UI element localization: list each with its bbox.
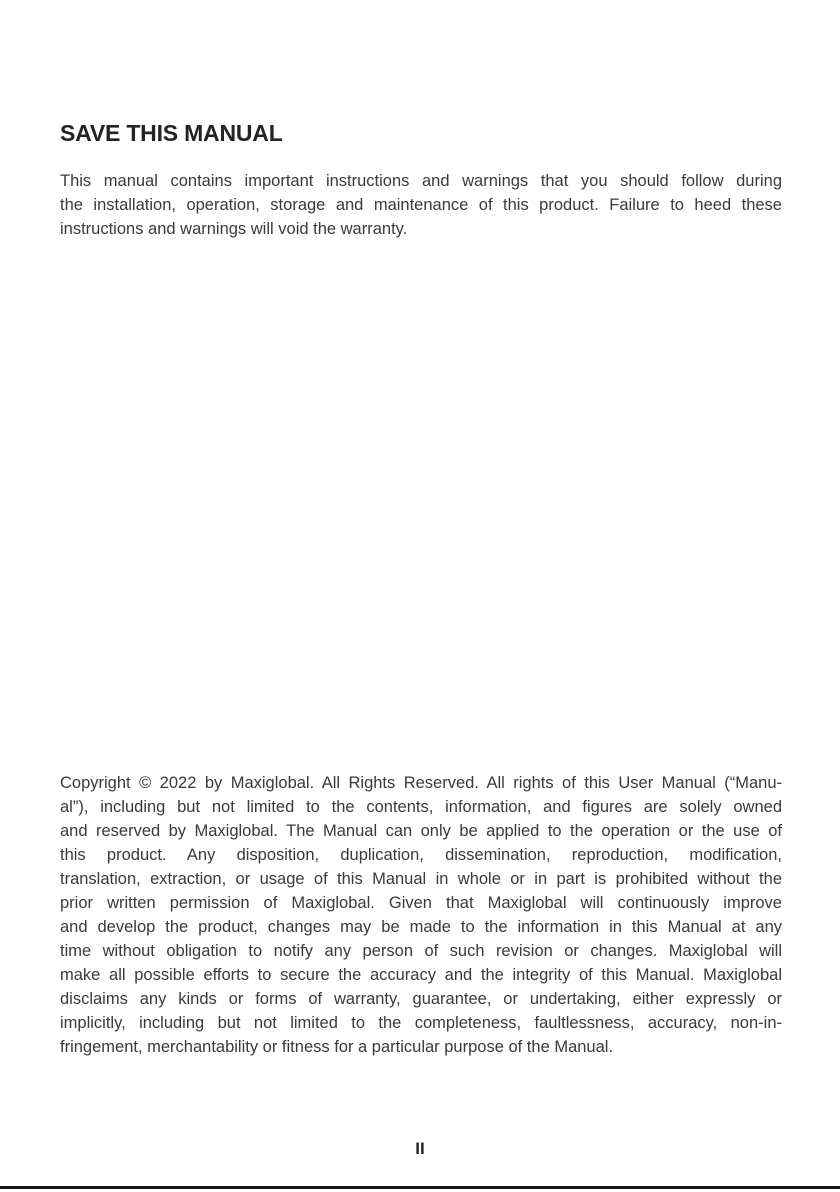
bottom-border-rule [0, 1186, 840, 1189]
text-line: make all possible efforts to secure the accuracy and the integrity of this Manual. Maxiglobal [60, 966, 782, 984]
text-line: fringement, merchantability or fitness for a particular purpose of the Manual. [60, 1038, 614, 1056]
text-line: This manual contains important instructions and warnings that you should follow during [60, 172, 782, 190]
page-number: II [415, 1139, 425, 1158]
text-line: disclaims any kinds or forms of warranty, guarantee, or undertaking, either expressly or [60, 990, 782, 1008]
text-line: Copyright © 2022 by Maxiglobal. All Rights Reserved. All rights of this User Manual (“Manu- [60, 774, 782, 792]
intro-paragraph [60, 169, 782, 241]
text-line: al”), including but not limited to the contents, information, and figures are solely owned [60, 798, 782, 816]
page-title: SAVE THIS MANUAL [60, 120, 283, 146]
text-line: time without obligation to notify any person of such revision or changes. Maxiglobal will [60, 942, 782, 960]
text-line: translation, extraction, or usage of this Manual in whole or in part is prohibited without the [60, 870, 782, 888]
text-line: and reserved by Maxiglobal. The Manual can only be applied to the operation or the use of [60, 822, 782, 840]
text-line: implicitly, including but not limited to the completeness, faultlessness, accuracy, non-in- [60, 1014, 782, 1032]
text-line: this product. Any disposition, duplication, dissemination, reproduction, modification, [60, 846, 782, 864]
text-line: the installation, operation, storage and maintenance of this product. Failure to heed these [60, 196, 782, 214]
copyright-paragraph [60, 771, 782, 1059]
text-line: instructions and warnings will void the warranty. [60, 220, 408, 238]
text-line: and develop the product, changes may be made to the information in this Manual at any [60, 918, 782, 936]
text-line: prior written permission of Maxiglobal. Given that Maxiglobal will continuously improve [60, 894, 782, 912]
